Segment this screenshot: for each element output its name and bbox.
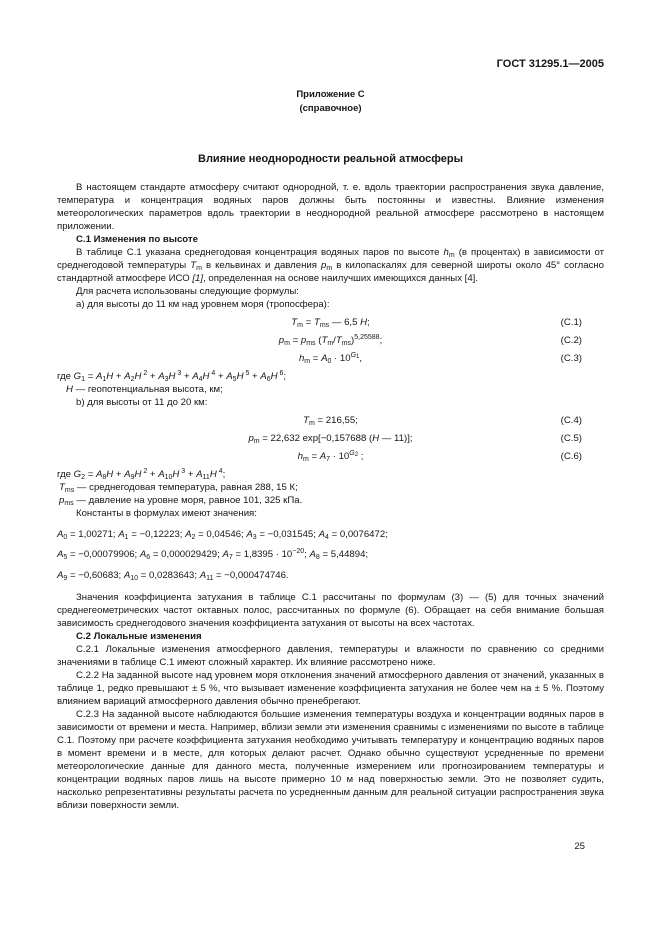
constants-line-3: $A_9 = -0,60683$; $A_{10} = 0,0283643$; $A_{11} = -0,000474746$. <box>57 569 289 582</box>
definition-tms: $T_{ms}$ — среднегодовая температура, равная 288, 15 К; <box>59 482 298 494</box>
equation-c1-number: (С.1) <box>560 317 582 328</box>
equation-c3 <box>57 352 604 365</box>
equation-c4 <box>57 414 604 427</box>
definition-h: H — геопотенциальная высота, км; <box>66 384 223 395</box>
equation-c6-number: (С.6) <box>560 451 582 462</box>
list-item-a: а) для высоты до 11 км над уровнем моря (тропосфера): <box>76 299 330 310</box>
list-item-b: b) для высоты от 11 до 20 км: <box>76 397 208 408</box>
appendix-type: (справочное) <box>299 103 362 114</box>
equation-c2-number: (С.2) <box>560 335 582 346</box>
equation-c5 <box>57 432 604 445</box>
page-title: Влияние неоднородности реальной атмосферы <box>198 153 463 165</box>
page-number: 25 <box>574 841 585 852</box>
where-g2: где $G_2 = A_8H + A_9H$ $^2 + A_{10}H$ $^3 + A_{11}H$ $^4$; <box>57 468 226 481</box>
equation-c4-number: (С.4) <box>560 415 582 426</box>
equation-c6 <box>57 450 604 463</box>
constants-line-1: $A_0 = 1,00271$; $A_1 = -0,12223$; $A_2 = 0,04546$; $A_3 = -0,031545$; $A_4 = 0,0076472$; <box>57 528 388 541</box>
appendix-label: Приложение С <box>296 89 365 100</box>
equation-c2-formula: $p_m = p_{ms}$ $(T_m/T_{ms})^{5,25588}$; <box>278 334 383 347</box>
paragraph-constants-intro: Константы в формулах имеют значения: <box>76 508 257 519</box>
equation-c6-formula: $h_m = A_7 \cdot 10^{G_2}$ ; <box>297 450 364 463</box>
equation-c4-formula: $T_m = 216,55$; <box>303 415 358 427</box>
where-g1: где $G_1 = A_1H + A_2H$ $^2 + A_3H$ $^3 + A_4H$ $^4 + A_5H$ $^5 + A_6H$ $^6$; <box>57 370 287 383</box>
paragraph-c23: С.2.3 На заданной высоте наблюдаются большие изменения температуры воздуха и концентрации водяных паров в зависимости от времени и места. Например, вблизи земли эти изменения сравнимы с изменениями по высоте в таблице С.1. Поэтому при расчете коэффициента затухания необходимо учитывать температуру и концентрацию водяных паров в момент времени и в месте, для которых делают расчет. Однако обычно существуют усредненные по времени метеорологические данные для данного места, полученные измерением или прогнозированием температуры и концентрации водяных паров лишь на высоте примерно 10 м над поверхностью земли. Это не позволяет судить, насколько репрезентативны результаты расчета по усредненным данным для реальной ситуации распространения звука вблизи поверхности земли. <box>57 708 604 811</box>
paragraph-intro: В настоящем стандарте атмосферу считают однородной, т. е. вдоль траектории распространения звука давление, температура и концентрация водяных паров должны быть постоянны и известны. Влияние изменения метеорологических параметров вдоль траектории в неоднородной реальной атмосфере рассмотрено в настоящем приложении. <box>57 182 604 232</box>
equation-c3-number: (С.3) <box>560 353 582 364</box>
paragraph-c21: С.2.1 Локальные изменения атмосферного давления, температуры и влажности по сравнению со средними значениями в таблице С.1 имеют сложный характер. Их влияние рассмотрено ниже. <box>57 643 604 668</box>
equation-c1 <box>57 316 604 329</box>
equation-c1-formula: $T_m = T_{ms}$ — 6,5 H; <box>291 317 370 329</box>
paragraph-formulas-intro: Для расчета использованы следующие формулы: <box>76 286 299 297</box>
document-body <box>57 181 604 812</box>
paragraph-c22: С.2.2 На заданной высоте над уровнем моря отклонения значений атмосферного давления от значений, указанных в таблице 1, редко превышают ± 5 %, что вызывает изменение коэффициента затухания не более чем на ± 5 %. Поэтому влиянием вариаций атмосферного давления обычно пренебрегают. <box>57 669 604 707</box>
section-heading-c2: С.2 Локальные изменения <box>76 630 202 642</box>
equation-c5-formula: $p_m = 22,632$ exp[−0,157688 (H — 11)]; <box>248 433 413 445</box>
section-heading-c1: С.1 Изменения по высоте <box>76 234 198 245</box>
equation-c2 <box>57 334 604 347</box>
equation-c5-number: (С.5) <box>560 433 582 444</box>
constants-line-2: $A_5 = -0,00079906$; $A_6 = 0,000029429$; $A_7 = 1,8395 \cdot 10^{-20}$; $A_8 = 5,44894$; <box>57 548 369 561</box>
paragraph-table-c1: В таблице С.1 указана среднегодовая концентрация водяных паров по высоте $h_m$ (в процентах) в зависимости от среднегодовой температуры $T_m$ в кельвинах и давления $p_m$ в килопаскалях для северной широты около 45° согласно стандартной атмосфере ИСО [1], определенная на основе наилучших имеющихся данных [4]. <box>57 247 605 284</box>
definition-pms: $p_{ms}$ — давление на уровне моря, равное 101, 325 кПа. <box>59 495 303 507</box>
appendix-heading <box>57 88 604 116</box>
equation-c3-formula: $h_m = A_0 \cdot 10^{G_1}$, <box>298 352 363 365</box>
doc-code: ГОСТ 31295.1—2005 <box>496 58 604 70</box>
paragraph-attenuation: Значения коэффициента затухания в таблице С.1 рассчитаны по формулам (3) — (5) для точных значений среднегеометрических частот октавных полос, рассчитанных по формуле (6). Обращает на себя внимание большая зависимость среднегодового значения коэффициента затухания от высоты на всех частотах. <box>57 591 604 629</box>
